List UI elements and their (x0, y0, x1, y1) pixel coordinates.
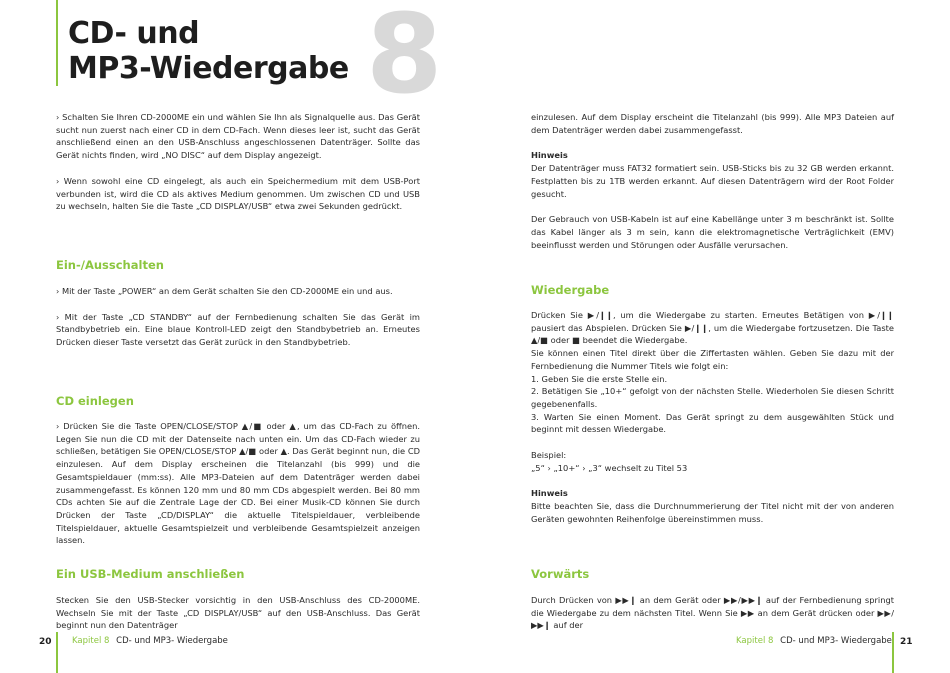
right-page-number: 21 (900, 637, 913, 647)
right-footer-chapter: Kapitel 8 (736, 636, 774, 646)
section-cd-einlegen (56, 420, 420, 547)
section-vorwaerts (531, 594, 894, 632)
left-intro (56, 111, 420, 213)
heading-wiedergabe: Wiedergabe (531, 283, 610, 297)
chapter-number: 8 (366, 0, 443, 118)
hint-paragraph-1: Der Datenträger muss FAT32 formatiert sein. USB-Sticks bis zu 32 GB werden erkannt. Festplatten bis zu 1TB werden erkannt. Auf diesen Datenträgern wird der Root Folder gesucht. (531, 163, 894, 199)
onoff-paragraph-1: › Mit der Taste „POWER“ an dem Gerät schalten Sie den CD-2000ME ein und aus. (56, 286, 393, 296)
title-line-1: CD- und (68, 16, 200, 51)
play-paragraph-1: Drücken Sie ▶/❙❙, um die Wiedergabe zu starten. Erneutes Betätigen von ▶/❙❙ pausiert das Abspielen. Drücken Sie ▶/❙❙, um die Wiedergabe fortzusetzen. Die Taste ▲/■ oder ■ beendet die Wiedergabe. (531, 310, 894, 346)
play-step-3: 3. Warten Sie einen Moment. Das Gerät springt zu dem ausgewählten Stück und beginnt mit dessen Wiedergabe. (531, 411, 894, 435)
page-title (68, 16, 368, 86)
left-footer-bar (56, 632, 58, 673)
right-continuation (531, 111, 894, 251)
continuation-paragraph: einzulesen. Auf dem Display erscheint die Titelanzahl (bis 999). Alle MP3 Dateien auf dem Datenträger werden dabei zusammengefasst. (531, 112, 894, 135)
section-wiedergabe (531, 309, 894, 526)
cd-paragraph-1: › Drücken Sie die Taste OPEN/CLOSE/STOP ▲/■ oder ▲, um das CD-Fach zu öffnen. Legen Sie nun die CD mit der Datenseite nach unten ein. Um das CD-Fach wieder zu schließen, betätigen Sie OPEN/CLOSE/STOP ▲/■ oder ▲. Das Gerät beginnt nun, die CD einzulesen. Auf dem Display erscheinen die Titelanzahl (bis 999) und die Gesamtspieldauer (mm:ss). Alle MP3-Dateien auf dem Datenträger werden dabei zusammengefasst. Es können 120 mm und 80 mm CDs abgespielt werden. Bei 80 mm CDs achten Sie auf die Zentrale Lage der CD. Bei einer Musik-CD können Sie durch Drücken der Taste „CD/DISPLAY“ die aktuelle Titelspieldauer, verbleibende Titelspieldauer, aktuelle Gesamtspielzeit und verbleibende Gesamtspielzeit anzeigen lassen. (56, 421, 420, 546)
left-footer-title: CD- und MP3- Wiedergabe (116, 636, 228, 646)
fwd-paragraph-1: Durch Drücken von ▶▶❙ an dem Gerät oder ▶▶/▶▶❙ auf der Fernbedienung springt die Wiedergabe zu dem nächsten Titel. Wenn Sie ▶▶ an dem Gerät drücken oder ▶▶/▶▶❙ auf der (531, 595, 894, 631)
right-footer-title: CD- und MP3- Wiedergabe (780, 636, 892, 646)
play-paragraph-2: Sie können einen Titel direkt über die Ziffertasten wählen. Geben Sie dazu mit der Fernbedienung die Nummer Titels wie folgt ein: (531, 348, 894, 371)
example-label: Beispiel: (531, 450, 567, 461)
right-footer-bar (892, 632, 894, 673)
heading-usb-medium: Ein USB-Medium anschließen (56, 567, 245, 581)
play-step-2: 2. Betätigen Sie „10+“ gefolgt von der nächsten Stelle. Wiederholen Sie diesen Schritt gegebenenfalls. (531, 386, 894, 409)
example-text: „5“ › „10+“ › „3“ wechselt zu Titel 53 (531, 462, 688, 473)
section-usb-medium (56, 594, 420, 632)
left-footer-chapter: Kapitel 8 (72, 636, 110, 646)
right-footer-text (736, 636, 892, 646)
hint-label: Hinweis (531, 150, 568, 161)
left-footer-text (72, 636, 228, 646)
hint-paragraph-2: Der Gebrauch von USB-Kabeln ist auf eine Kabellänge unter 3 m beschränkt ist. Sollte das Kabel länger als 3 m sein, kann die elektromagnetische Verträglichkeit (EMV) beeinflusst werden und Störungen oder Ausfälle verursachen. (531, 214, 894, 250)
onoff-paragraph-2: › Mit der Taste „CD STANDBY“ auf der Fernbedienung schalten Sie das Gerät im Standbybetrieb ein. Eine blaue Kontroll-LED zeigt den Standbybetrieb an. Erneutes Drücken dieser Taste versetzt das Gerät zurück in den Standbybetrieb. (56, 311, 420, 348)
left-page-number: 20 (39, 637, 52, 647)
heading-vorwaerts: Vorwärts (531, 567, 590, 581)
play-step-1: 1. Geben Sie die erste Stelle ein. (531, 373, 668, 384)
intro-paragraph-1: › Schalten Sie Ihren CD-2000ME ein und wählen Sie Ihn als Signalquelle aus. Das Gerät sucht nun zuerst nach einer CD in dem CD-Fach. Wenn dieses leer ist, sucht das Gerät anschließend einen an den USB-Anschluss angeschlossenen Datenträger. Sollte das Gerät nichts finden, wird „NO DISC“ auf dem Display angezeigt. (56, 112, 420, 161)
heading-ein-ausschalten: Ein-/Ausschalten (56, 258, 164, 272)
intro-paragraph-2: › Wenn sowohl eine CD eingelegt, als auch ein Speichermedium mit dem USB-Port verbunden ist, wird die CD als aktives Medium genommen. Um zwischen CD und USB zu wechseln, halten Sie die Taste „CD DISPLAY/USB“ etwa zwei Sekunden gedrückt. (56, 175, 420, 212)
title-accent-bar (56, 0, 58, 86)
hint-2-paragraph: Bitte beachten Sie, dass die Durchnummerierung der Titel nicht mit der von anderen Geräten gewohnten Reihenfolge übereinstimmen muss. (531, 501, 894, 524)
section-ein-ausschalten (56, 285, 420, 349)
hint-2-label: Hinweis (531, 488, 568, 499)
heading-cd-einlegen: CD einlegen (56, 394, 134, 408)
title-line-2: MP3-Wiedergabe (68, 51, 349, 86)
usb-paragraph-1: Stecken Sie den USB-Stecker vorsichtig in den USB-Anschluss des CD-2000ME. Wechseln Sie mit der Taste „CD DISPLAY/USB“ auf den USB-Anschluss. Das Gerät beginnt nun den Datenträger (56, 595, 420, 631)
